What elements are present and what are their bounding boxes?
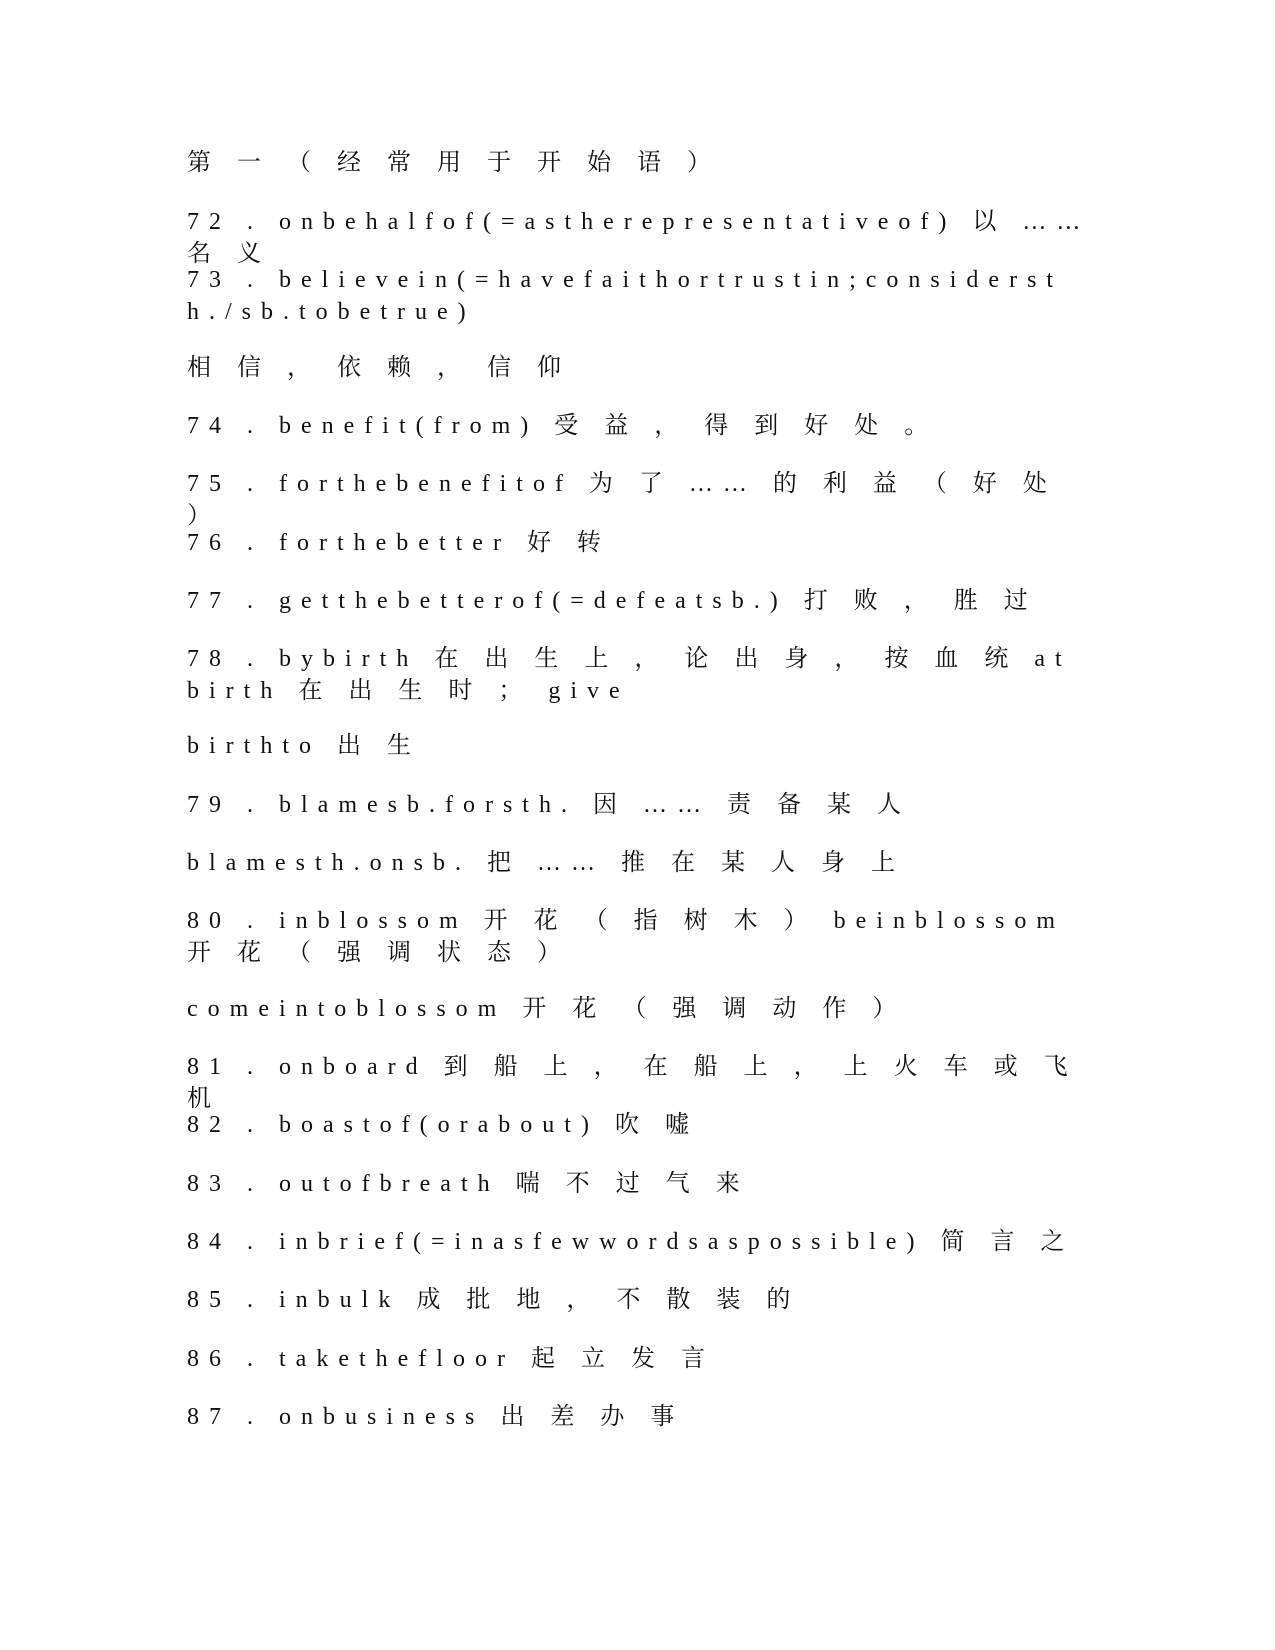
entry-72: 72 . onbehalfof(=astherepresentativeof) 以 …… 名 义 — [187, 209, 1091, 267]
entry-79: 79 . blamesb.forsth. 因 …… 责 备 某 人 — [187, 792, 911, 818]
entry-80: 80 . inblossom 开 花 （ 指 树 木 ） beinblossom 开 花 （ 强 调 状 态 ） — [187, 908, 1066, 966]
entry-73-translation: 相 信 ， 依 赖 ， 信 仰 — [187, 355, 571, 381]
entry-84: 84 . inbrief(=inasfewwordsaspossible) 简 言 之 — [187, 1229, 1075, 1255]
entry-73: 73 . believein(=havefaithortrustin;considersth./sb.tobetrue) — [187, 267, 1064, 325]
entry-86: 86 . takethefloor 起 立 发 言 — [187, 1346, 715, 1372]
entry-82: 82 . boastof(orabout) 吹 嘘 — [187, 1112, 699, 1138]
entry-80-continued: comeintoblossom 开 花 （ 强 调 动 作 ） — [187, 996, 907, 1022]
entry-74: 74 . benefit(from) 受 益 ， 得 到 好 处 。 — [187, 413, 939, 439]
entry-78-continued: birthto 出 生 — [187, 733, 421, 759]
entry-77: 77 . getthebetterof(=defeatsb.) 打 败 ， 胜 过 — [187, 588, 1038, 614]
entry-78: 78 . bybirth 在 出 生 上 ， 论 出 身 ， 按 血 统 atbirth 在 出 生 时 ； give — [187, 646, 1072, 704]
entry-75: 75 . forthebenefitof 为 了 …… 的 利 益 （ 好 处 ） — [187, 471, 1057, 529]
entry-85: 85 . inbulk 成 批 地 ， 不 散 装 的 — [187, 1287, 801, 1313]
heading-line: 第 一 （ 经 常 用 于 开 始 语 ） — [187, 150, 721, 176]
entry-87: 87 . onbusiness 出 差 办 事 — [187, 1404, 685, 1430]
entry-76: 76 . forthebetter 好 转 — [187, 530, 611, 556]
entry-81: 81 . onboard 到 船 上 ， 在 船 上 ， 上 火 车 或 飞 机 — [187, 1054, 1078, 1112]
entry-79-continued: blamesth.onsb. 把 …… 推 在 某 人 身 上 — [187, 850, 905, 876]
entry-83: 83 . outofbreath 喘 不 过 气 来 — [187, 1171, 750, 1197]
